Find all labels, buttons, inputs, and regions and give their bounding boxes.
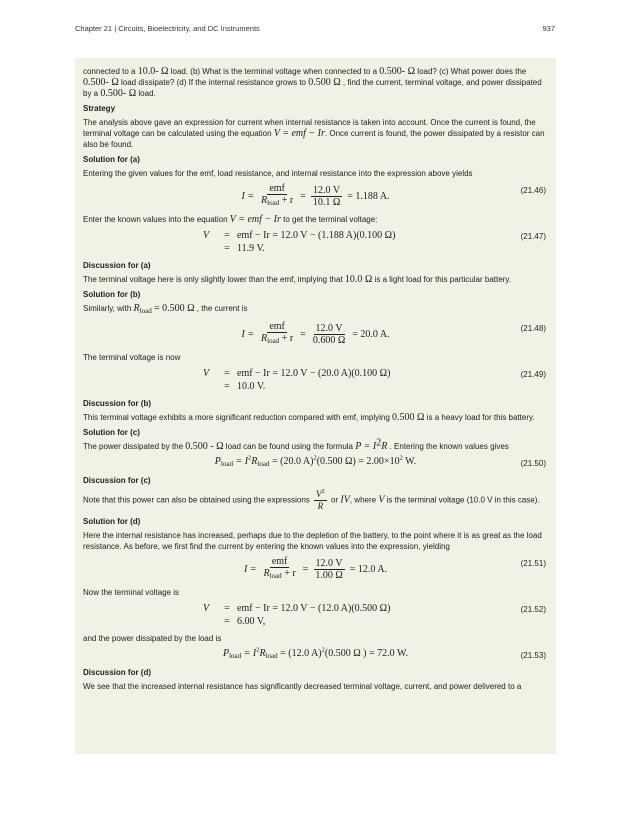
solution-a-text-2: Enter the known values into the equation V = emf − Ir to get the terminal voltage:	[83, 214, 378, 225]
equation-number: (21.47)	[520, 232, 546, 241]
equation-21-47: V = emf − Ir = 12.0 V − (1.188 A)(0.100 Ω) = 11.9 V. (21.47)	[203, 230, 546, 254]
solution-d-heading: Solution for (d)	[83, 517, 141, 526]
discussion-b-text: This terminal voltage exhibits a more significant reduction compared with emf, implying 0.500 Ω is a heavy load for this battery.	[83, 412, 535, 423]
solution-a-heading: Solution for (a)	[83, 155, 140, 164]
equation-21-46: I = $\frac{\text{emf}}{R_{load} + r}$ = $\frac{12.0 V}{10.1 \Omega}$ = 1.188 A. (21.46)	[241, 183, 546, 208]
page-number: 937	[542, 24, 555, 33]
equation-21-49: V = emf − Ir = 12.0 V − (20.0 A)(0.100 Ω) = 10.0 V. (21.49)	[203, 368, 546, 392]
solution-b-text-2: The terminal voltage is now	[83, 353, 181, 362]
equation-number: (21.48)	[520, 324, 546, 333]
solution-b-heading: Solution for (b)	[83, 290, 141, 299]
equation-21-53: $P_{load} = I^2R_{load} = (12.0$ A)$^2$(0.500 Ω ) = 72.0 W. (21.53)	[223, 646, 546, 660]
solution-d-text-2: Now the terminal voltage is	[83, 588, 180, 597]
discussion-d-heading: Discussion for (d)	[83, 668, 152, 677]
solution-c-heading: Solution for (c)	[83, 428, 140, 437]
discussion-a-text: The terminal voltage here is only slightly lower than the emf, implying that 10.0 Ω is a light load for this particular battery.	[83, 274, 511, 285]
example-box	[75, 58, 556, 754]
solution-c-text: The power dissipated by the 0.500 - Ω load can be found using the formula $P = I^2R$ . Entering the known values gives	[83, 437, 509, 452]
solution-a-text: Entering the given values for the emf, load resistance, and internal resistance into the expression above yields	[83, 169, 473, 178]
solution-d-text: Here the internal resistance has increased, perhaps due to the depletion of the battery, to the point where it is as great as the load resistance. As before, we first find the current by entering the known values into the expression, yielding	[83, 531, 542, 551]
discussion-c-text: Note that this power can also be obtained using the expressions $\frac{V^2}{R}$ or IV, where V is the terminal voltage (10.0 V in this case).	[83, 488, 540, 511]
equation-21-48: I = $\frac{\text{emf}}{R_{load} + r}$ = $\frac{12.0 V}{0.600 \Omega}$ = 20.0 A. (21.48)	[241, 321, 546, 346]
page-header	[75, 24, 555, 36]
equation-21-52: V = emf − Ir = 12.0 V − (12.0 A)(0.500 Ω) = 6.00 V, (21.52)	[203, 603, 546, 627]
equation-number: (21.53)	[520, 651, 546, 660]
equation-number: (21.46)	[520, 186, 546, 195]
discussion-a-heading: Discussion for (a)	[83, 261, 151, 270]
strategy-heading: Strategy	[83, 104, 116, 113]
strategy-paragraph: The analysis above gave an expression for current when internal resistance is taken into account. Once the current is found, the terminal voltage can be calculated using the equation V = emf − Ir. Once current is found, the power dissipated by a resistor can also be found.	[83, 118, 545, 149]
equation-number: (21.50)	[520, 459, 546, 468]
intro-paragraph: connected to a 10.0- Ω load. (b) What is the terminal voltage when connected to a 0.500- Ω load? (c) What power does the 0.500- Ω load dissipate? (d) If the internal resistance grows to 0.500 Ω , find the current, terminal voltage, and power dissipated by a 0.500- Ω load.	[83, 66, 542, 99]
solution-d-text-3: and the power dissipated by the load is	[83, 634, 222, 643]
discussion-c-heading: Discussion for (c)	[83, 476, 151, 485]
chapter-title: Chapter 21 | Circuits, Bioelectricity, and DC Instruments	[75, 24, 260, 33]
equation-21-50: $P_{load} = I^2R_{load} = (20.0$ A)$^2$(0.500 $\Omega) = 2.00\times 10^2$ W. (21.50)	[214, 454, 546, 468]
equation-number: (21.51)	[520, 559, 546, 568]
solution-b-text: Similarly, with Rload = 0.500 Ω , the current is	[83, 303, 248, 315]
discussion-d-text: We see that the increased internal resistance has significantly decreased terminal voltage, current, and power delivered to a	[83, 682, 522, 691]
equation-number: (21.52)	[520, 605, 546, 614]
equation-number: (21.49)	[520, 370, 546, 379]
equation-21-51: I = $\frac{\text{emf}}{R_{load} + r}$ = $\frac{12.0 V}{1.00 \Omega}$ = 12.0 A. (21.51)	[243, 556, 546, 581]
discussion-b-heading: Discussion for (b)	[83, 399, 152, 408]
